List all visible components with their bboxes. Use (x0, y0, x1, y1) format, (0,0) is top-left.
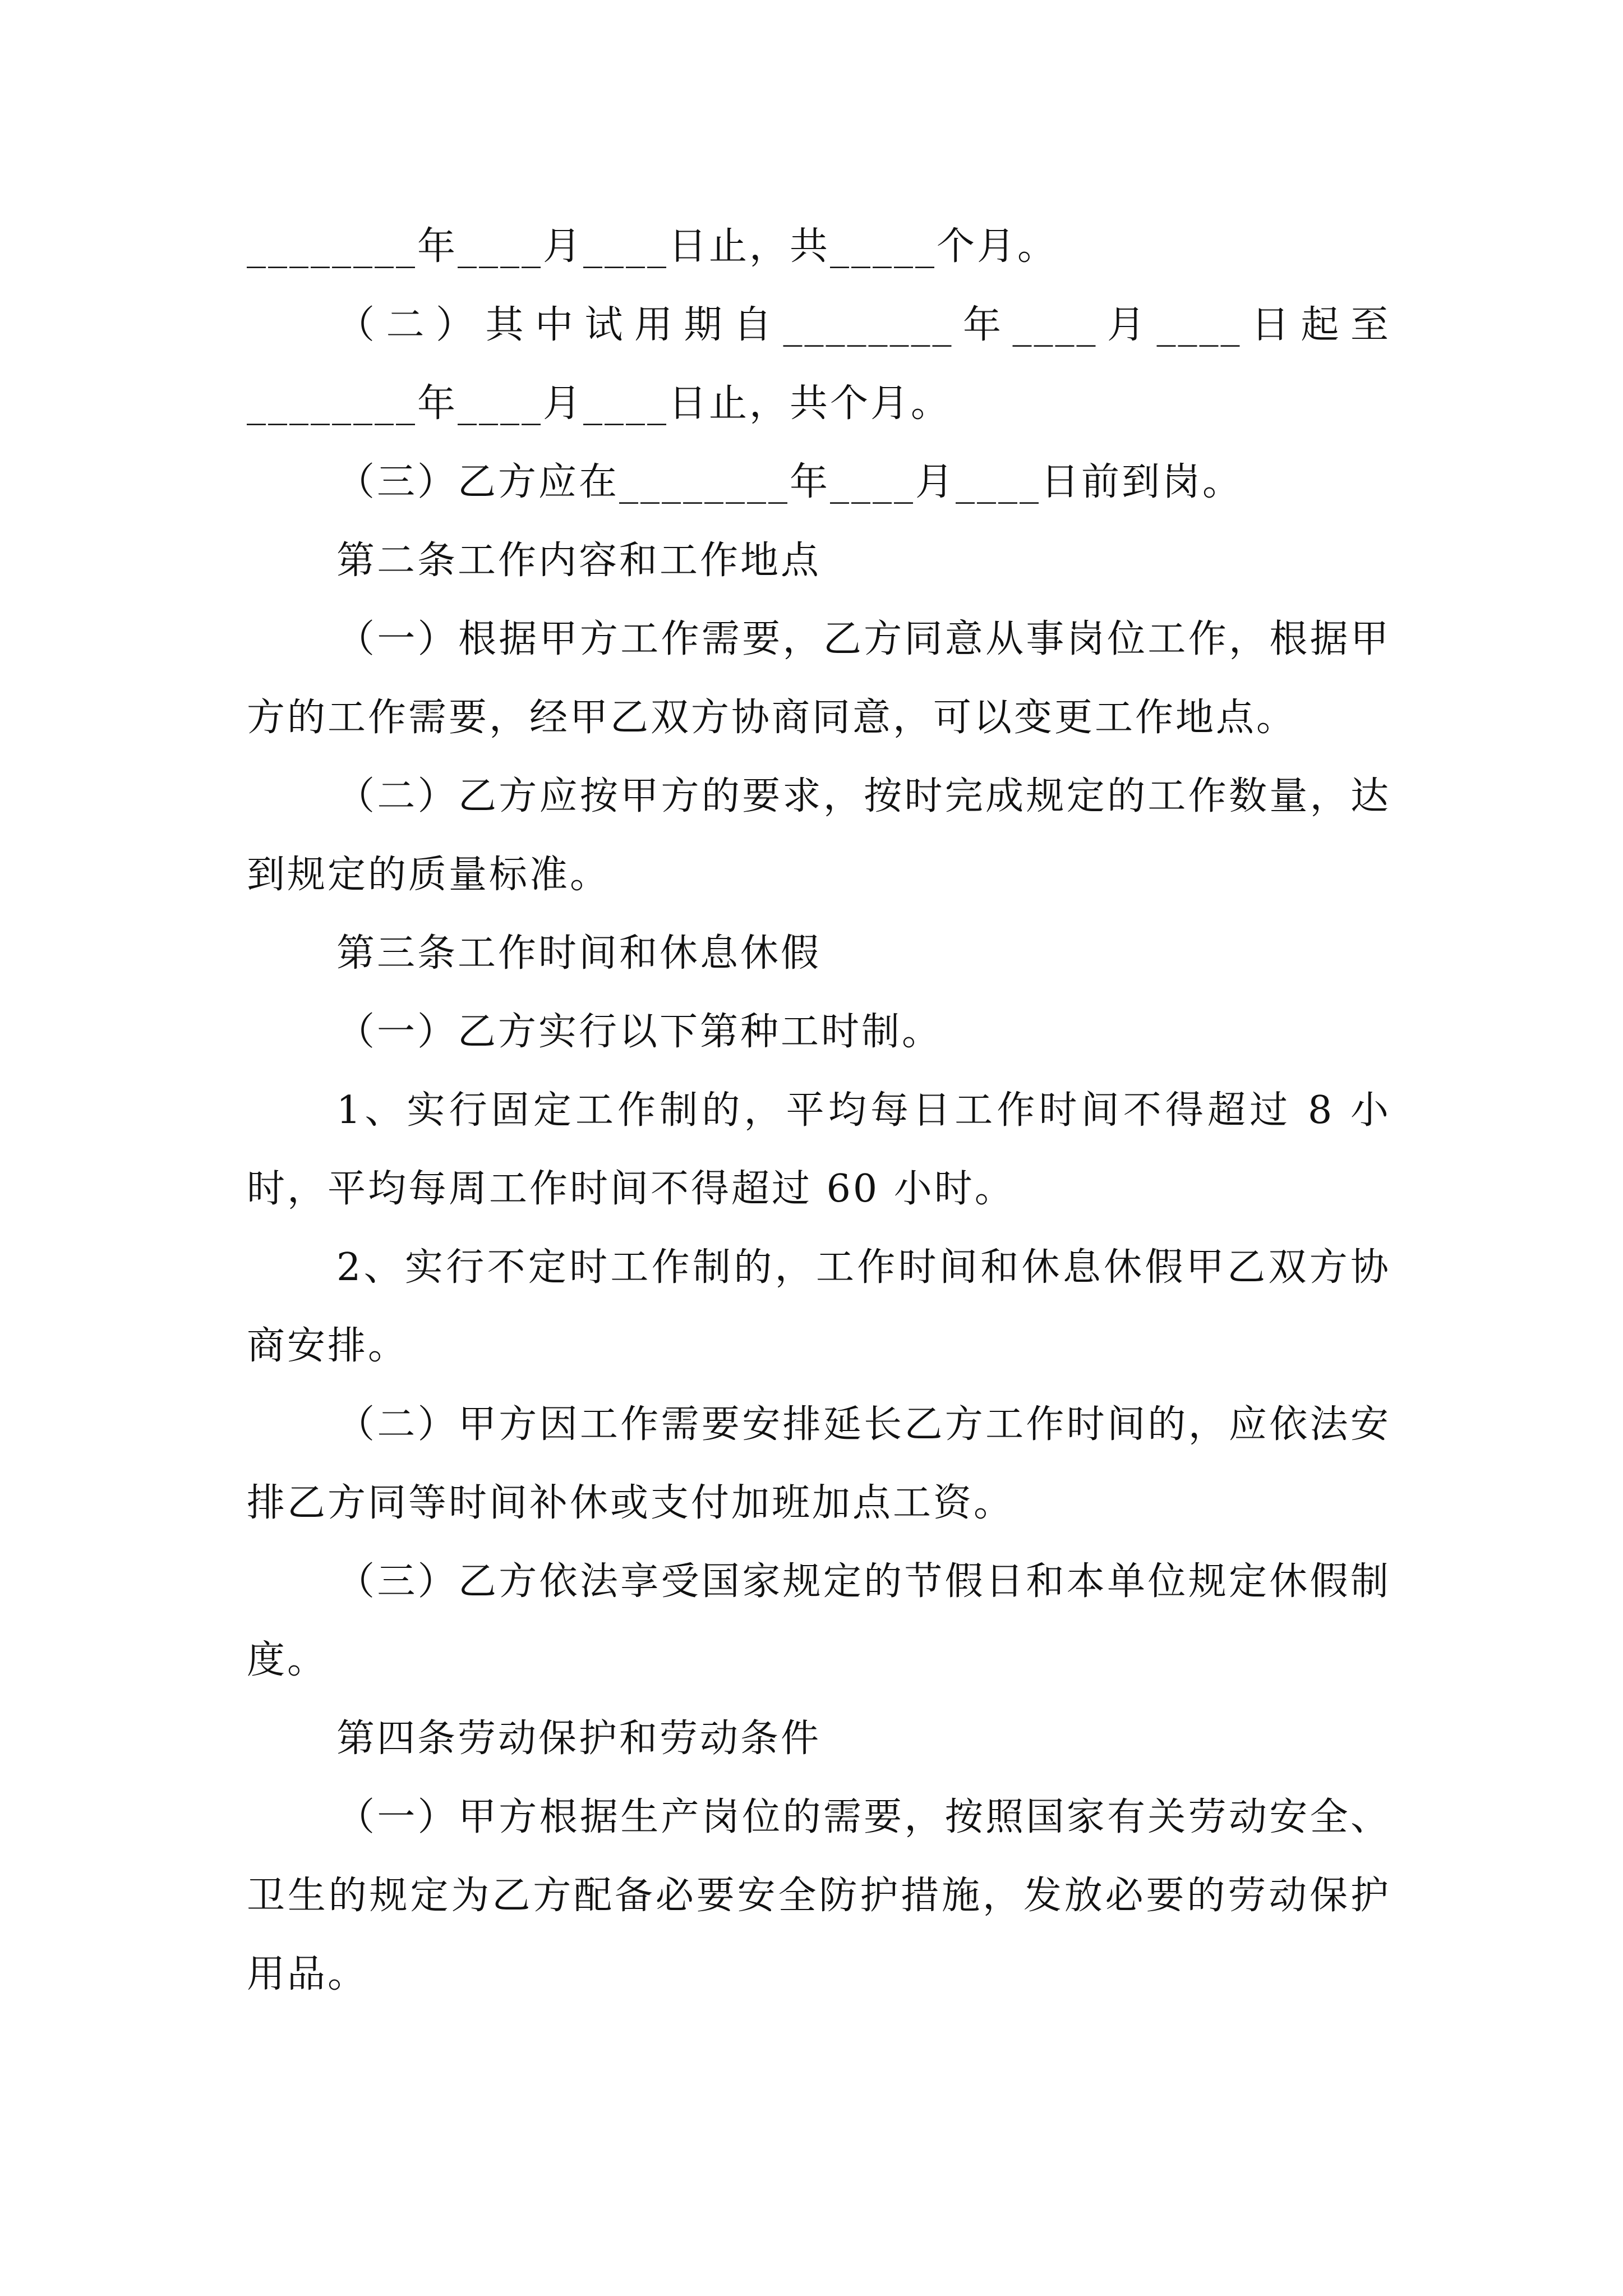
paragraph-fixed-hours: 1、实行固定工作制的，平均每日工作时间不得超过 8 小时，平均每周工作时间不得超过 60 小时。 (247, 1088, 1391, 1211)
article-4-heading: 第四条劳动保护和劳动条件 (336, 1717, 822, 1761)
paragraph-work-location: （一）根据甲方工作需要，乙方同意从事岗位工作，根据甲方的工作需要，经甲乙双方协商同意，可以变更工作地点。 (247, 617, 1391, 740)
paragraph-overtime: （二）甲方因工作需要安排延长乙方工作时间的，应依法安排乙方同等时间补休或支付加班加点工资。 (247, 1402, 1391, 1525)
paragraph-holidays: （三）乙方依法享受国家规定的节假日和本单位规定休假制度。 (247, 1559, 1391, 1682)
paragraph-working-hours-system: （一）乙方实行以下第种工时制。 (336, 1010, 943, 1054)
paragraph-work-quantity: （二）乙方应按甲方的要求，按时完成规定的工作数量，达到规定的质量标准。 (247, 774, 1391, 897)
paragraph-report-date: （三）乙方应在________年____月____日前到岗。 (336, 460, 1243, 504)
contract-body (247, 208, 1391, 2014)
article-3-heading: 第三条工作时间和休息休假 (336, 931, 822, 976)
paragraph-probation-period: （二）其中试用期自________年____月____日起至________年____月____日止，共个月。 (247, 303, 1391, 426)
paragraph-flexible-hours: 2、实行不定时工作制的，工作时间和休息休假甲乙双方协商安排。 (247, 1245, 1391, 1368)
paragraph-term-end: ________年____月____日止，共_____个月。 (247, 224, 1058, 269)
article-2-heading: 第二条工作内容和工作地点 (336, 539, 822, 583)
paragraph-labor-protection: （一）甲方根据生产岗位的需要，按照国家有关劳动安全、卫生的规定为乙方配备必要安全防护措施，发放必要的劳动保护用品。 (247, 1795, 1391, 1996)
